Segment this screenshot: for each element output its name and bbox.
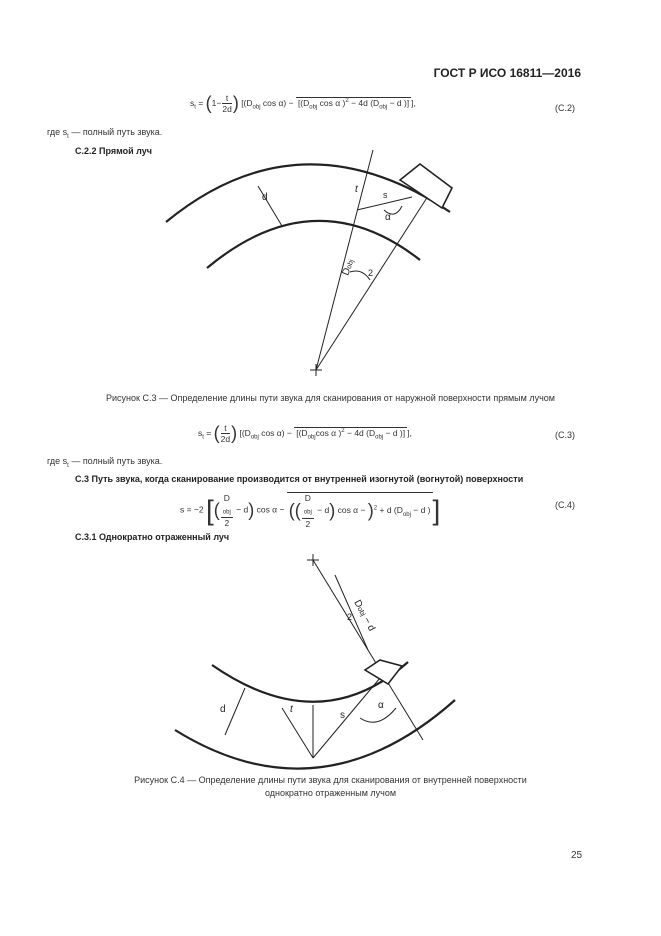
figure-c4-caption-line1: Рисунок С.4 — Определение длины пути звука для сканирования от внутренней поверхности <box>134 775 527 785</box>
label-2: 2 <box>368 268 374 278</box>
label-d: d <box>262 192 268 203</box>
equation-c3: $s_t$ = ( $\frac{t}{2d}$ ) [($D_{obj}$ $\cos \alpha) - [(D_{obj}\cos$ α )$^2$ − 4d ($D_{obj} - d$ )] ], <box>198 423 412 444</box>
where-text-c3: где $s_t$ — полный путь звука. <box>47 456 163 469</box>
beam-line-right <box>313 678 380 758</box>
label-dobj: Dobj− d <box>351 598 377 634</box>
section-title-c31: С.3.1 Однократно отраженный луч <box>75 532 230 542</box>
label-2: 2 <box>347 612 353 622</box>
eq-var: s <box>190 97 195 108</box>
equation-c4: s = −2 [( D $_{obj}$ 2 − d) cos α − (( D $_{obj}$ 2 − d) cos α − )$^2$ + d ($D_{obj} - d$ )] <box>180 492 441 529</box>
label-dobj: Dobj <box>340 258 356 278</box>
label-d: d <box>220 704 226 715</box>
transducer-probe <box>365 660 402 684</box>
eq-sub: obj <box>252 104 261 111</box>
eq-term: cos α) − <box>260 97 296 108</box>
label-t: t <box>355 184 358 195</box>
where-text-c2: где $s_t$ — полный путь звука. <box>47 127 163 140</box>
label-alpha: α <box>378 700 384 711</box>
equation-number-c2: (С.2) <box>555 103 575 113</box>
eq-sqrt: [($D_{obj}$ cos α )$^2$ − 4d ($D_{obj} - d$ )] <box>297 97 410 111</box>
figure-c4-caption-line2: однократно отраженным лучом <box>264 788 397 798</box>
outer-arc <box>175 700 455 769</box>
eq-tail: ], <box>411 97 416 108</box>
label-s: s <box>383 190 388 200</box>
label-s: s <box>340 710 345 721</box>
eq-one: 1 <box>211 97 217 108</box>
page-number: 25 <box>571 850 583 861</box>
eq-sqrt: [($D_{obj}\cos$ α )$^2$ − 4d ($D_{obj} - d$ )] <box>296 427 406 441</box>
eq-fraction: $\frac{t}{2d}$ <box>222 93 232 114</box>
equation-c2: $s_t = (1-$ $\frac{t}{2d}$ ) [($D_{obj}$ $\cos \alpha) - [(D_{obj}$ cos α )$^2$ − 4d ($D_{obj} - d$ )] ], <box>190 93 416 114</box>
eq-fraction: $\frac{t}{2d}$ <box>220 423 231 444</box>
figure-c3-caption: Рисунок С.3 — Определение длины пути звука для сканирования от наружной поверхности прямым лучом <box>106 393 555 403</box>
eq-term: [(D <box>241 97 253 108</box>
equation-number-c3: (С.3) <box>555 430 575 440</box>
eq-sign: = <box>198 97 204 108</box>
thickness-line <box>225 688 245 735</box>
eq-sub: t <box>194 104 196 111</box>
eq-minus: − <box>216 97 222 108</box>
standard-header: ГОСТ Р ИСО 16811—2016 <box>433 66 581 80</box>
section-title-c22: С.2.2 Прямой луч <box>75 146 153 156</box>
eq-sqrt: (( D $_{obj}$ 2 − d) cos α − )$^2$ + d ($D_{obj} - d$ ) <box>288 493 431 529</box>
equation-number-c4: (С.4) <box>555 500 575 510</box>
label-alpha: α <box>385 212 391 223</box>
label-t: t <box>290 704 293 715</box>
section-title-c3: С.3 Путь звука, когда сканирование производится от внутренней изогнутой (вогнутой) поверхности <box>75 474 524 484</box>
beam-line-left <box>282 708 313 758</box>
